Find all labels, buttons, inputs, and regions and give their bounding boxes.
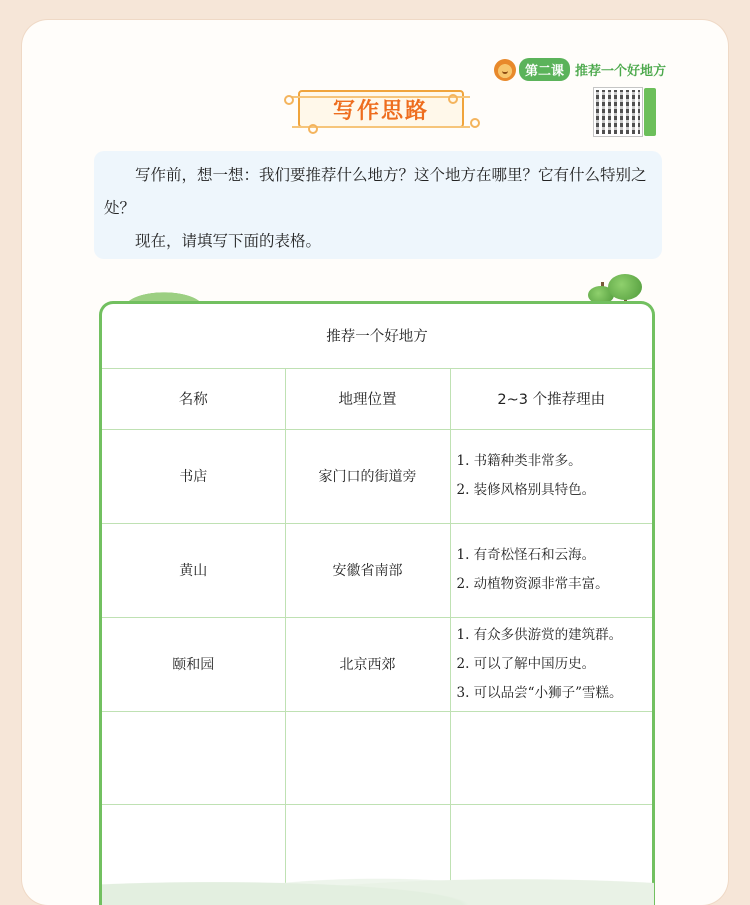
empty-cell[interactable]: [450, 711, 652, 804]
reason-item: 1. 有奇松怪石和云海。: [456, 547, 596, 563]
reasons-cell: [450, 523, 652, 617]
tree-icon: [608, 274, 642, 300]
prompt-paragraph: 写作前，想一想：我们要推荐什么地方？这个地方在哪里？它有什么特别之处？: [104, 166, 647, 217]
location-cell: 安徽省南部: [285, 523, 450, 617]
lesson-number: 第二课: [519, 58, 570, 81]
swirl-icon: [448, 94, 458, 104]
table-row: [102, 617, 652, 711]
place-name-cell: 书店: [102, 429, 285, 523]
location-cell: 家门口的街道旁: [285, 429, 450, 523]
place-name-cell: 颐和园: [102, 617, 285, 711]
empty-cell[interactable]: [285, 711, 450, 804]
reasons-cell: [450, 429, 652, 523]
workbook-page: [22, 20, 728, 905]
mountain-scenery-decoration: [102, 865, 654, 905]
qr-code-icon[interactable]: [594, 88, 642, 136]
reason-item: 3. 可以品尝“小狮子”雪糕。: [456, 684, 623, 701]
prompt-paragraph: 现在，请填写下面的表格。: [135, 232, 322, 250]
reason-item: 2. 可以了解中国历史。: [456, 655, 596, 672]
qr-side-label: [644, 88, 656, 136]
section-title-banner: [298, 90, 464, 134]
lesson-tag: [494, 58, 666, 81]
writing-prompt: [94, 151, 662, 259]
reason-item: 2. 装修风格别具特色。: [456, 482, 596, 498]
column-header: 2~3 个推荐理由: [450, 368, 652, 429]
reason-item: 1. 有众多供游赏的建筑群。: [456, 626, 623, 643]
swirl-icon: [470, 118, 480, 128]
table-row: [102, 523, 652, 617]
lion-icon: [494, 59, 516, 81]
table-row: [102, 429, 652, 523]
reasons-cell: [450, 617, 652, 711]
lesson-title: 推荐一个好地方: [574, 64, 666, 79]
table-row-empty: [102, 711, 652, 804]
column-header: 名称: [102, 368, 285, 429]
swirl-icon: [284, 95, 294, 105]
location-cell: 北京西郊: [285, 617, 450, 711]
table-caption: 推荐一个好地方: [102, 304, 652, 368]
swirl-icon: [308, 124, 318, 134]
recommendation-table-card: [99, 301, 655, 905]
place-name-cell: 黄山: [102, 523, 285, 617]
reason-item: 2. 动植物资源非常丰富。: [456, 576, 609, 592]
column-header: 地理位置: [285, 368, 450, 429]
section-title: 写作思路: [332, 99, 429, 124]
recommendation-table: [102, 304, 652, 898]
empty-cell[interactable]: [102, 711, 285, 804]
reason-item: 1. 书籍种类非常多。: [456, 453, 582, 469]
